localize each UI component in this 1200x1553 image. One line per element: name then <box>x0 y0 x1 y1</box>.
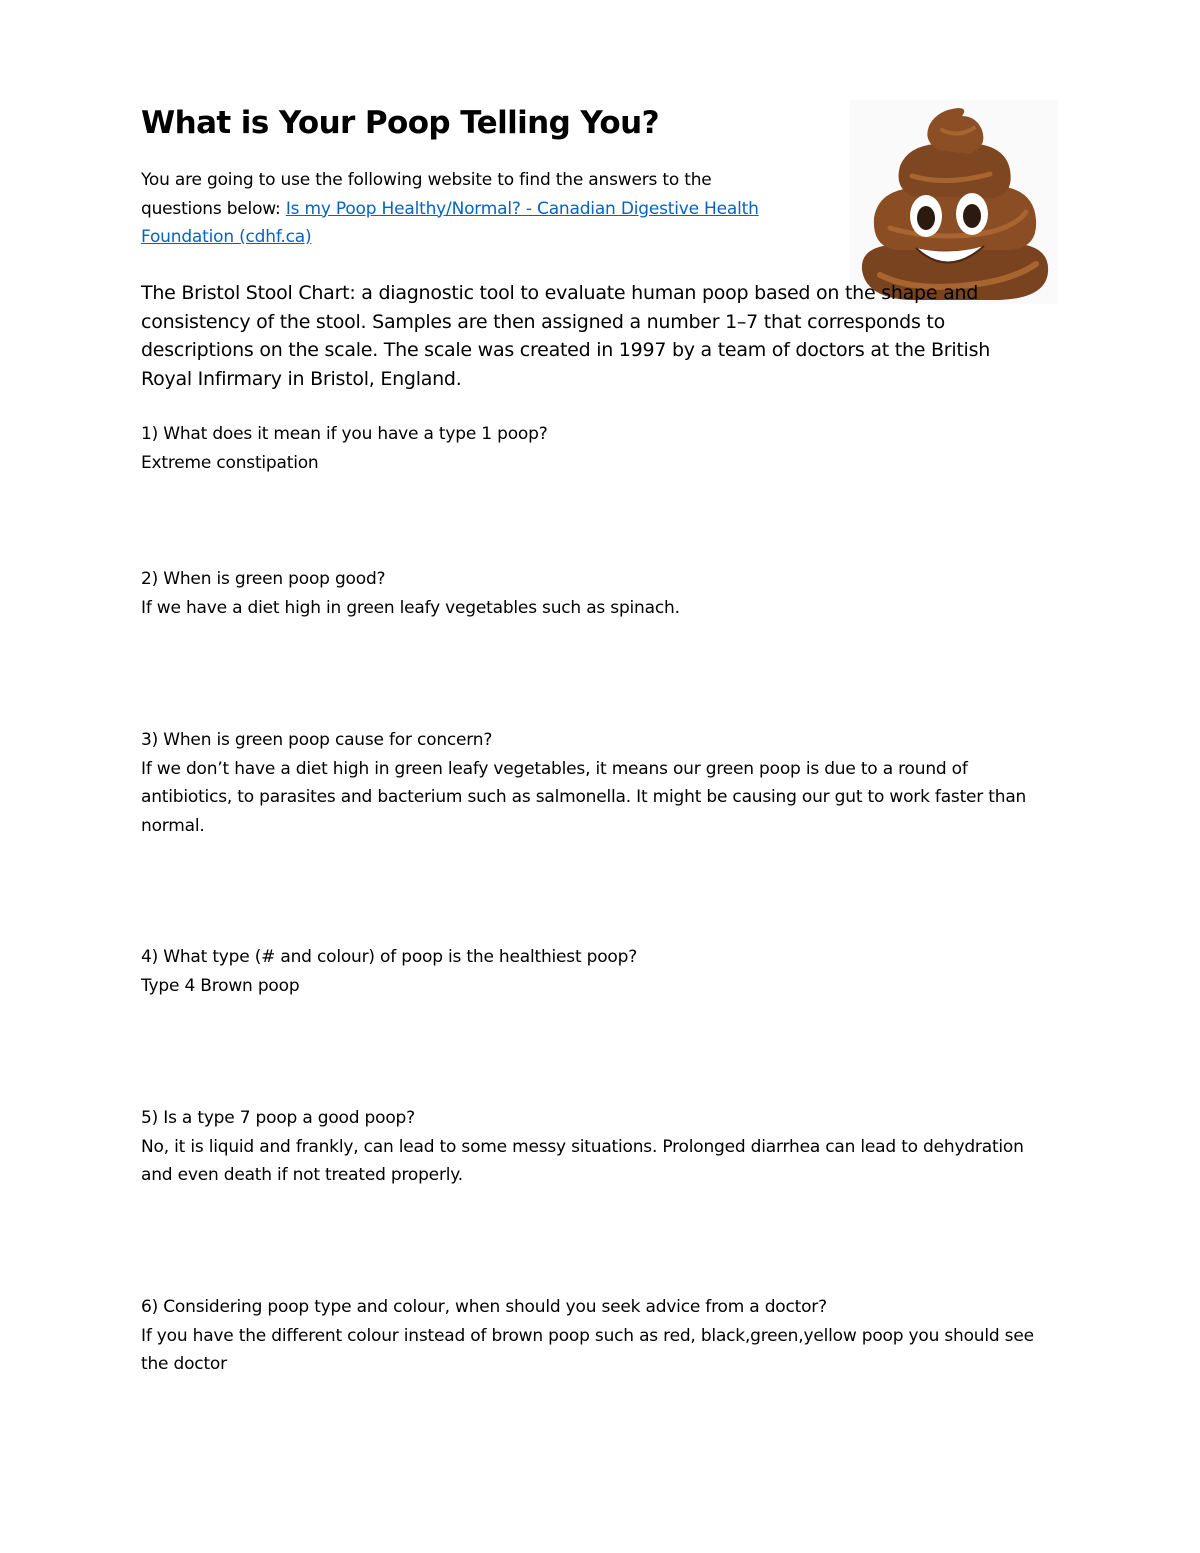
question-text: 4) What type (# and colour) of poop is the healthiest poop? <box>141 947 638 967</box>
answer-text: No, it is liquid and frankly, can lead to some messy situations. Prolonged diarrhea can lead to dehydration and even death if not treated properly. <box>141 1136 1024 1185</box>
poop-emoji-icon <box>850 100 1058 304</box>
bristol-term: The Bristol Stool Chart: <box>141 282 356 304</box>
answer-text: If we have a diet high in green leafy vegetables such as spinach. <box>141 597 680 618</box>
question-text: 6) Considering poop type and colour, when should you seek advice from a doctor? <box>141 1297 827 1317</box>
reference-link[interactable]: Is my Poop Healthy/Normal? - Canadian Digestive Health Foundation (cdhf.ca) <box>141 198 759 247</box>
bristol-definition <box>141 279 1046 393</box>
question-block-5 <box>141 1104 1056 1190</box>
answer-text: Extreme constipation <box>141 452 319 473</box>
intro-text: You are going to use the following website to find the answers to the questions below: <box>141 170 712 219</box>
question-text: 2) When is green poop good? <box>141 569 386 589</box>
question-block-3 <box>141 726 1056 840</box>
intro-paragraph <box>141 166 781 252</box>
answer-text: Type 4 Brown poop <box>141 975 300 996</box>
bristol-definition-text: a diagnostic tool to evaluate human poop based on the shape and consistency of the stool. Samples are then assigned a number 1–7 that corresponds to descriptions on the scale. The scale was created in 1997 by a team of doctors at the British Royal Infirmary in Bristol, England. <box>141 282 991 390</box>
answer-text: If we don’t have a diet high in green leafy vegetables, it means our green poop is due to a round of antibiotics, to parasites and bacterium such as salmonella. It might be causing our gut to work faster than normal. <box>141 758 1027 836</box>
answer-text: If you have the different colour instead of brown poop such as red, black,green,yellow poop you should see the doctor <box>141 1325 1034 1374</box>
question-block-1 <box>141 420 1056 477</box>
question-block-6 <box>141 1293 1056 1379</box>
question-block-2 <box>141 565 1056 622</box>
page-title: What is Your Poop Telling You? <box>141 105 659 141</box>
question-block-4 <box>141 943 1056 1000</box>
question-text: 5) Is a type 7 poop a good poop? <box>141 1108 415 1128</box>
question-text: 1) What does it mean if you have a type 1 poop? <box>141 424 548 444</box>
question-text: 3) When is green poop cause for concern? <box>141 730 493 750</box>
